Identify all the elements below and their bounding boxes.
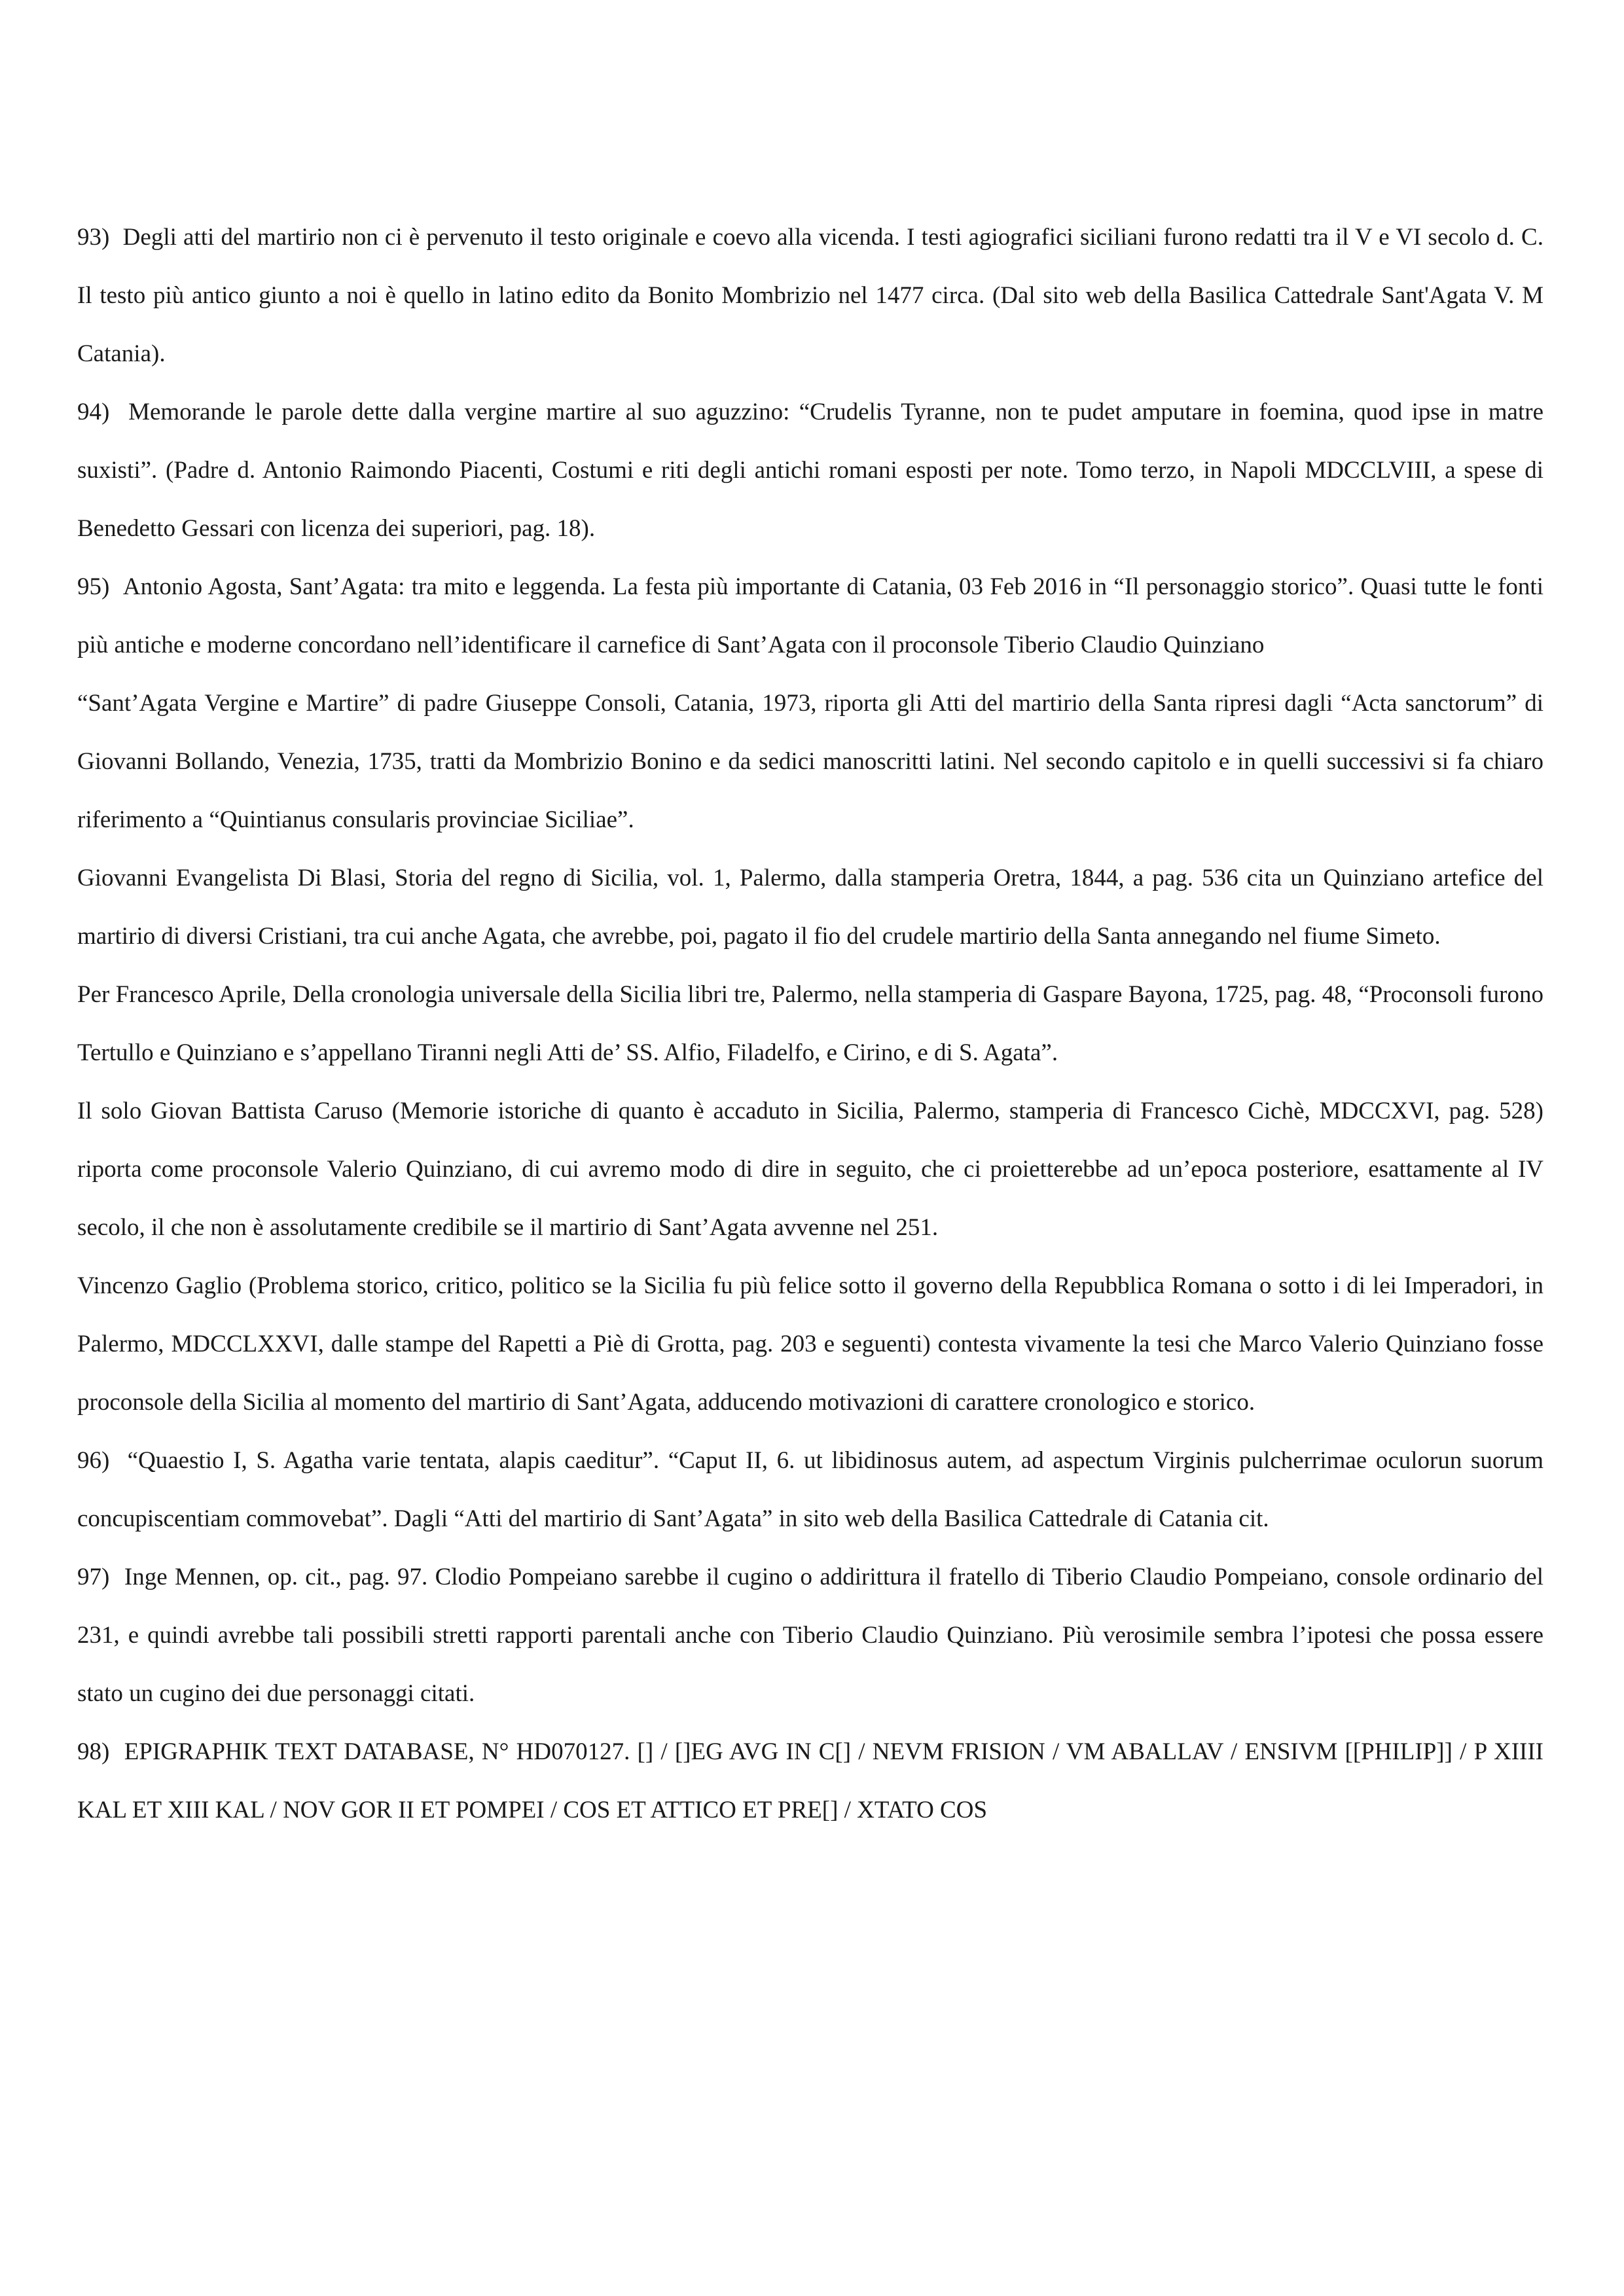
footnote-93: 93) Degli atti del martirio non ci è pervenuto il testo originale e coevo alla vicenda. I testi agiografici siciliani furono redatti tra il V e VI secolo d. C. Il testo più antico giunto a noi è quello in latino edito da Bonito Mombrizio nel 1477 circa. (Dal sito web della Basilica Cattedrale Sant'Agata V. M Catania). <box>77 224 1543 367</box>
footnote-98: 98) EPIGRAPHIK TEXT DATABASE, N° HD070127. [] / []EG AVG IN C[] / NEVM FRISION / VM ABALLAV / ENSIVM [[PHILIP]] / P XIIII KAL ET XIII KAL / NOV GOR II ET POMPEI / COS ET ATTICO ET PRE[] / XTATO COS <box>77 1738 1543 1823</box>
footnote-96: 96) “Quaestio I, S. Agatha varie tentata, alapis caeditur”. “Caput II, 6. ut libidinosus autem, ad aspectum Virginis pulcherrimae oculorun suorum concupiscentiam commovebat”. Dagli “Atti del martirio di Sant’Agata” in sito web della Basilica Cattedrale di Catania cit. <box>77 1447 1543 1532</box>
footnote-95-aprile: Per Francesco Aprile, Della cronologia universale della Sicilia libri tre, Palermo, nella stamperia di Gaspare Bayona, 1725, pag. 48, “Proconsoli furono Tertullo e Quinziano e s’appellano Tiranni negli Atti de’ SS. Alfio, Filadelfo, e Cirino, e di S. Agata”. <box>77 981 1543 1066</box>
document-page <box>77 208 1543 1839</box>
footnote-95-caruso: Il solo Giovan Battista Caruso (Memorie istoriche di quanto è accaduto in Sicilia, Palermo, stamperia di Francesco Cichè, MDCCXVI, pag. 528) riporta come proconsole Valerio Quinziano, di cui avremo modo di dire in seguito, che ci proietterebbe ad un’epoca posteriore, esattamente al IV secolo, il che non è assolutamente credibile se il martirio di Sant’Agata avvenne nel 251. <box>77 1098 1543 1241</box>
footnote-95: 95) Antonio Agosta, Sant’Agata: tra mito e leggenda. La festa più importante di Catania, 03 Feb 2016 in “Il personaggio storico”. Quasi tutte le fonti più antiche e moderne concordano nell’identificare il carnefice di Sant’Agata con il proconsole Tiberio Claudio Quinziano <box>77 573 1543 658</box>
footnote-97: 97) Inge Mennen, op. cit., pag. 97. Clodio Pompeiano sarebbe il cugino o addirittura il fratello di Tiberio Claudio Pompeiano, console ordinario del 231, e quindi avrebbe tali possibili stretti rapporti parentali anche con Tiberio Claudio Quinziano. Più verosimile sembra l’ipotesi che possa essere stato un cugino dei due personaggi citati. <box>77 1564 1543 1707</box>
footnote-95-di-blasi: Giovanni Evangelista Di Blasi, Storia del regno di Sicilia, vol. 1, Palermo, dalla stamperia Oretra, 1844, a pag. 536 cita un Quinziano artefice del martirio di diversi Cristiani, tra cui anche Agata, che avrebbe, poi, pagato il fio del crudele martirio della Santa annegando nel fiume Simeto. <box>77 865 1543 950</box>
footnote-95-consoli: “Sant’Agata Vergine e Martire” di padre Giuseppe Consoli, Catania, 1973, riporta gli Atti del martirio della Santa ripresi dagli “Acta sanctorum” di Giovanni Bollando, Venezia, 1735, tratti da Mombrizio Bonino e da sedici manoscritti latini. Nel secondo capitolo e in quelli successivi si fa chiaro riferimento a “Quintianus consularis provinciae Siciliae”. <box>77 690 1543 833</box>
footnote-95-gaglio: Vincenzo Gaglio (Problema storico, critico, politico se la Sicilia fu più felice sotto il governo della Repubblica Romana o sotto i di lei Imperadori, in Palermo, MDCCLXXVI, dalle stampe del Rapetti a Piè di Grotta, pag. 203 e seguenti) contesta vivamente la tesi che Marco Valerio Quinziano fosse proconsole della Sicilia al momento del martirio di Sant’Agata, adducendo motivazioni di carattere cronologico e storico. <box>77 1272 1543 1416</box>
footnote-94: 94) Memorande le parole dette dalla vergine martire al suo aguzzino: “Crudelis Tyranne, non te pudet amputare in foemina, quod ipse in matre suxisti”. (Padre d. Antonio Raimondo Piacenti, Costumi e riti degli antichi romani esposti per note. Tomo terzo, in Napoli MDCCLVIII, a spese di Benedetto Gessari con licenza dei superiori, pag. 18). <box>77 399 1543 542</box>
